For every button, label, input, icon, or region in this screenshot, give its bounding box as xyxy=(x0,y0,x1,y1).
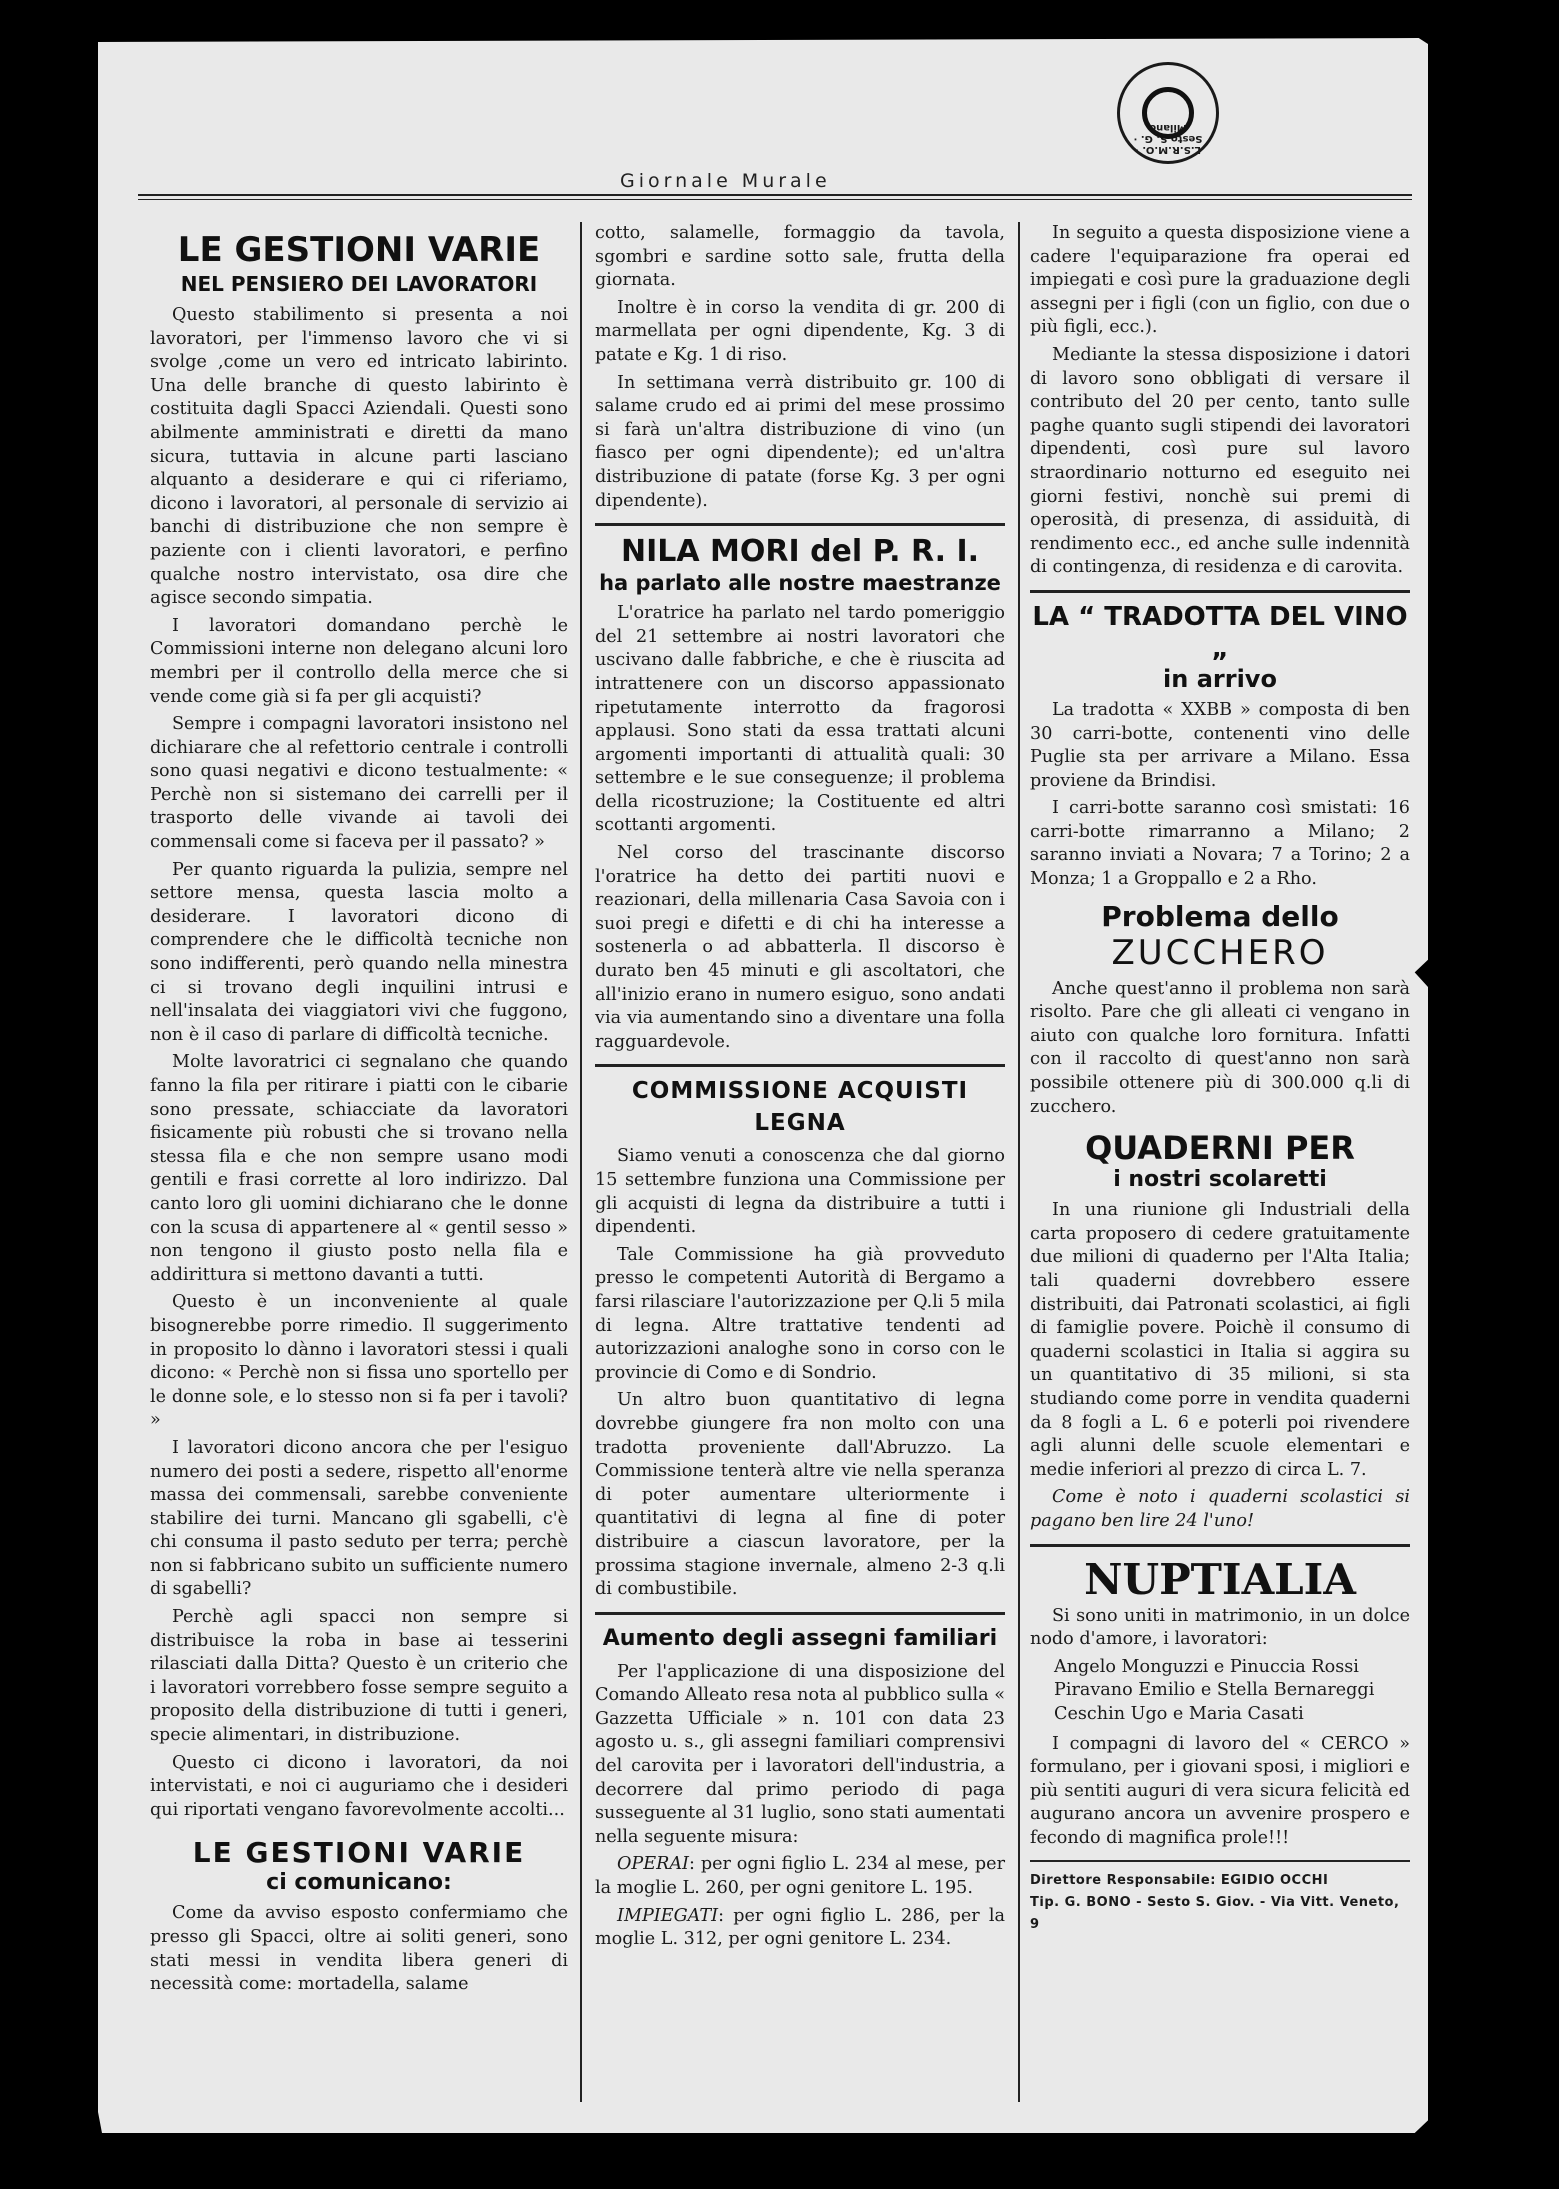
nuptialia-intro: Si sono uniti in matrimonio, in un dolce nodo d'amore, i lavoratori: xyxy=(1030,1605,1410,1650)
masthead: Giornale Murale xyxy=(620,170,831,192)
article-paragraph: In settimana verrà distribuito gr. 100 di salame crudo ed ai primi del mese prossimo si farà un'altra distribuzione di vino (un fiasco per ogni dipendente); ed un'altra distribuzione di patate (forse Kg. 3 per ogni dipendente). xyxy=(595,372,1005,511)
headline-problema-dello: Problema dello xyxy=(1101,899,1339,933)
section-separator xyxy=(595,523,1005,526)
article-paragraph: Questo stabilimento si presenta a noi lavoratori, per l'immenso lavoro che vi si svolge ,come un vero ed intricato labirinto. Una delle branche di questo labirinto è costituita dagli Spacci Aziendali. Questi sono abilmente amministrati e diretti da mano sicura, tuttavia in alcune parti lasciano alquanto a desiderare e qui ci riferiamo, dicono i lavoratori, al personale di servizio ai banchi di distribuzione che non sempre è paziente con i clienti lavoratori, e perfino qualche nostro intervistato, osa dire che agisce secondo simpatia. xyxy=(150,305,568,609)
headline-gestioni-varie-2: LE GESTIONI VARIE xyxy=(192,1836,526,1870)
operai-text: : per ogni figlio L. 234 al mese, per la moglie L. 260, per ogni genitore L. 195. xyxy=(595,1854,1005,1899)
article-paragraph: Per quanto riguarda la pulizia, sempre nel settore mensa, questa lascia molto a desiderare. I lavoratori dicono di comprendere che le difficoltà tecniche non sono indifferenti, però quando nella minestra ci si trovano degli inquilini intrusi e nell'insalata dei viaggiatori vivi che fuggono, non è il caso di parlare di difficoltà tecniche. xyxy=(150,859,568,1045)
impiegati-text: : per ogni figlio L. 286, per la moglie L. 312, per ogni genitore L. 234. xyxy=(595,1905,1005,1950)
column-2 xyxy=(595,222,1005,1956)
nuptialia-wish: I compagni di lavoro del « CERCO » formulano, per i giovani sposi, i migliori e più sentiti auguri di vera sicura felicità ed augurano ancora un avvenire prospero e fecondo di magnifica prole!!! xyxy=(1030,1733,1410,1848)
section-separator xyxy=(1030,590,1410,593)
article-paragraph: L'oratrice ha parlato nel tardo pomeriggio del 21 settembre ai nostri lavoratori che uscivano dalle fabbriche, e che è riuscita ad intrattenere con un discorso appassionato ripetutamente interrotto da fragorosi applausi. Sono stati da essa trattati alcuni argomenti importanti di attualità quali: 30 settembre e le sue conseguenze; il problema della ricostruzione; la Costituente ed altri scottanti argomenti. xyxy=(595,603,1005,836)
subheadline-nila-mori: ha parlato alle nostre maestranze xyxy=(599,571,1001,596)
article-paragraph: Perchè agli spacci non sempre si distribuisce la roba in base ai tesserini rilasciati dalla Ditta? Questo è un criterio che i lavoratori vorrebbero fosse sempre seguito a proposito della distribuzione di tutti i generi, specie alimentari, in distribuzione. xyxy=(150,1607,568,1746)
stamp-text: L.S.R.M.O. · Sesto S. G. · Milano xyxy=(1133,122,1203,155)
headline-assegni-familiari: Aumento degli assegni familiari xyxy=(602,1625,998,1651)
article-paragraph: Molte lavoratrici ci segnalano che quando fanno la fila per ritirare i piatti con le cibarie sono pressate, schiacciate da lavoratori fisicamente più robusti che si trovano nella stessa fila e che non sempre usano modi gentili e frasi corrette al loro indirizzo. Dal canto loro gli uomini dichiarano che le donne con la scusa di appartenere al « gentil sesso » non tengono il giusto posto nella fila e addirittura si mettono davanti a tutti. xyxy=(150,1052,568,1285)
subheadline-scolaretti: i nostri scolaretti xyxy=(1113,1167,1327,1193)
column-divider-1 xyxy=(580,222,582,2102)
couples-list xyxy=(1054,1656,1410,1727)
couple-item: Angelo Monguzzi e Pinuccia Rossi xyxy=(1054,1656,1359,1677)
operai-paragraph xyxy=(595,1853,1005,1900)
impiegati-paragraph xyxy=(595,1905,1005,1952)
article-paragraph: La tradotta « XXBB » composta di ben 30 carri-botte, contenenti vino delle Puglie sta per arrivare a Milano. Essa proviene da Brindisi. xyxy=(1030,699,1410,791)
subheadline-pensiero-lavoratori: NEL PENSIERO DEI LAVORATORI xyxy=(180,272,538,296)
column-divider-2 xyxy=(1018,222,1020,2102)
article-paragraph: Questo ci dicono i lavoratori, da noi intervistati, e noi ci auguriamo che i desideri qui riportati vengano favorevolmente accolti... xyxy=(150,1752,568,1820)
headline-gestioni-varie: LE GESTIONI VARIE xyxy=(177,230,541,270)
headline-nuptialia: NUPTIALIA xyxy=(1084,1554,1356,1604)
operai-label: OPERAI xyxy=(617,1854,690,1875)
column-3 xyxy=(1030,222,1410,1936)
article-paragraph: Come da avviso esposto confermiamo che presso gli Spacci, oltre ai soliti generi, sono stati messi in vendita libera generi di necessità come: mortadella, salame xyxy=(150,1903,568,1995)
article-paragraph: Sempre i compagni lavoratori insistono nel dichiarare che al refettorio centrale i controlli sono quasi negativi e dicono testualmente: « Perchè non si sistemano dei carrelli per il trasporto delle vivande ai tavoli dei commensali come si faceva per il passato? » xyxy=(150,714,568,853)
article-paragraph: Un altro buon quantitativo di legna dovrebbe giungere fra non molto con una tradotta proveniente dall'Abruzzo. La Commissione tenterà altre vie nella speranza di poter aumentare ulteriormente i quantitativi di legna al fine di poter distribuire a ciascun lavoratore, per la prossima stagione invernale, almeno 2-3 q.li di combustibile. xyxy=(595,1390,1005,1600)
footer-separator xyxy=(1030,1860,1410,1862)
column-1 xyxy=(150,230,568,2001)
article-paragraph: cotto, salamelle, formaggio da tavola, sgombri e sardine sotto sale, frutta della giornata. xyxy=(595,223,1005,291)
article-paragraph: In una riunione gli Industriali della carta proposero di cedere gratuitamente due milioni di quaderno per l'Alta Italia; tali quaderni dovrebbero essere distribuiti, dai Patronati scolastici, ai figli di famiglie povere. Poichè il consumo di quaderni scolastici in Italia si aggira su un quantitativo di 35 milioni, si sta studiando come porre in vendita quaderni da 8 fogli a L. 6 e poterli poi rivendere agli alunni delle scuole elementari e medie inferiori al prezzo di circa L. 7. xyxy=(1030,1200,1410,1480)
headline-commissione-legna: COMMISSIONE ACQUISTI LEGNA xyxy=(631,1078,969,1137)
article-paragraph: Tale Commissione ha già provveduto presso le competenti Autorità di Bergamo a farsi rilasciare l'autorizzazione per Q.li 5 mila di legna. Altre trattative tendenti ad autorizzazioni analoghe sono in corso con le provincie di Como e di Sondrio. xyxy=(595,1244,1005,1383)
headline-tradotta-vino: LA “ TRADOTTA DEL VINO „ xyxy=(1032,601,1408,664)
headline-quaderni-per: QUADERNI PER xyxy=(1085,1129,1355,1168)
article-paragraph: Per l'applicazione di una disposizione del Comando Alleato resa nota al pubblico sulla « Gazzetta Ufficiale » n. 101 con data 23 agosto u. s., gli assegni familiari comprensivi del carovita per i lavoratori dell'industria, a decorrere dal primo periodo di paga susseguente al 31 luglio, sono stati aumentati nella seguente misura: xyxy=(595,1661,1005,1847)
footer-printer: Tip. G. BONO - Sesto S. Giov. - Via Vitt. Veneto, 9 xyxy=(1030,1895,1400,1933)
article-paragraph: Mediante la stessa disposizione i datori di lavoro sono obbligati di versare il contributo del 20 per cento, tanto sulle paghe quanto sugli stipendi dei lavoratori dipendenti, così pure sul lavoro straordinario notturno ed eseguito nei giorni festivi, nonchè sui premi di operosità, di presenza, di assiduità, di rendimento ecc., ed anche sulle indennità di contingenza, di residenza e di carovita. xyxy=(1030,344,1410,578)
section-separator xyxy=(595,1612,1005,1615)
section-separator xyxy=(1030,1544,1410,1547)
subheadline-comunicano: ci comunicano: xyxy=(266,1870,452,1896)
section-separator xyxy=(595,1064,1005,1067)
article-paragraph: In seguito a questa disposizione viene a cadere l'equiparazione fra operai ed impiegati e così pure la graduazione degli assegni per i figli (con un figlio, con due o più figli, ecc.). xyxy=(1030,223,1410,338)
article-paragraph: Siamo venuti a conoscenza che dal giorno 15 settembre funziona una Commissione per gli acquisti di legna da distribuire a tutti i dipendenti. xyxy=(595,1146,1005,1238)
subheadline-in-arrivo: in arrivo xyxy=(1163,664,1277,693)
article-paragraph: Questo è un inconveniente al quale bisognerebbe porre rimedio. Il suggerimento in proposito lo dànno i lavoratori stessi i quali dicono: « Perchè non si fissa uno sportello per le donne sole, e lo stesso non si fa per i tavoli? » xyxy=(150,1292,568,1431)
article-paragraph: Nel corso del trascinante discorso l'oratrice ha detto dei partiti nuovi e reazionari, della millenaria Casa Savoia con i suoi pregi e difetti e di chi ha interesse a sostenerla o ad abbatterla. Il discorso è durato ben 45 minuti e gli ascoltatori, che all'inizio erano in numero esiguo, sono andati via via aumentando sino a diventare una folla ragguardevole. xyxy=(595,843,1005,1052)
article-paragraph: Anche quest'anno il problema non sarà risolto. Pare che gli alleati ci vengano in aiuto con qualche loro fornitura. Infatti con il raccolto di quest'anno non sarà possibile ottenere più di 300.000 q.li di zucchero. xyxy=(1030,978,1410,1117)
article-paragraph: I lavoratori dicono ancora che per l'esiguo numero dei posti a sedere, rispetto all'enorme massa dei commensali, sarebbe conveniente stabilire dei turni. Mancano gli sgabelli, c'è chi consuma il pasto seduto per terra; perchè non si fabbricano subito un sufficiente numero di sgabelli? xyxy=(150,1437,568,1600)
article-paragraph: I carri-botte saranno così smistati: 16 carri-botte rimarranno a Milano; 2 saranno inviati a Novara; 7 a Torino; 2 a Monza; 1 a Groppallo e 2 a Rho. xyxy=(1030,798,1410,890)
footer-director: Direttore Responsabile: EGIDIO OCCHI xyxy=(1030,1873,1329,1889)
couple-item: Piravano Emilio e Stella Bernareggi xyxy=(1054,1680,1375,1701)
stamp-inner-circle xyxy=(1142,87,1194,139)
couple-item: Ceschin Ugo e Maria Casati xyxy=(1054,1703,1304,1724)
masthead-rule-thin xyxy=(138,199,1412,200)
article-paragraph: I lavoratori domandano perchè le Commissioni interne non delegano alcuni loro membri per il controllo della merce che si vende come già si fa per gli acquisti? xyxy=(150,615,568,707)
quaderni-note: Come è noto i quaderni scolastici si pagano ben lire 24 l'uno! xyxy=(1030,1487,1410,1531)
circular-stamp xyxy=(1117,62,1219,164)
article-paragraph: Inoltre è in corso la vendita di gr. 200 di marmellata per ogni dipendente, Kg. 3 di patate e Kg. 1 di riso. xyxy=(595,297,1005,365)
masthead-rule xyxy=(138,194,1412,196)
headline-zucchero: ZUCCHERO xyxy=(1111,932,1329,973)
headline-nila-mori: NILA MORI del P. R. I. xyxy=(620,534,980,570)
impiegati-label: IMPIEGATI xyxy=(617,1905,719,1926)
